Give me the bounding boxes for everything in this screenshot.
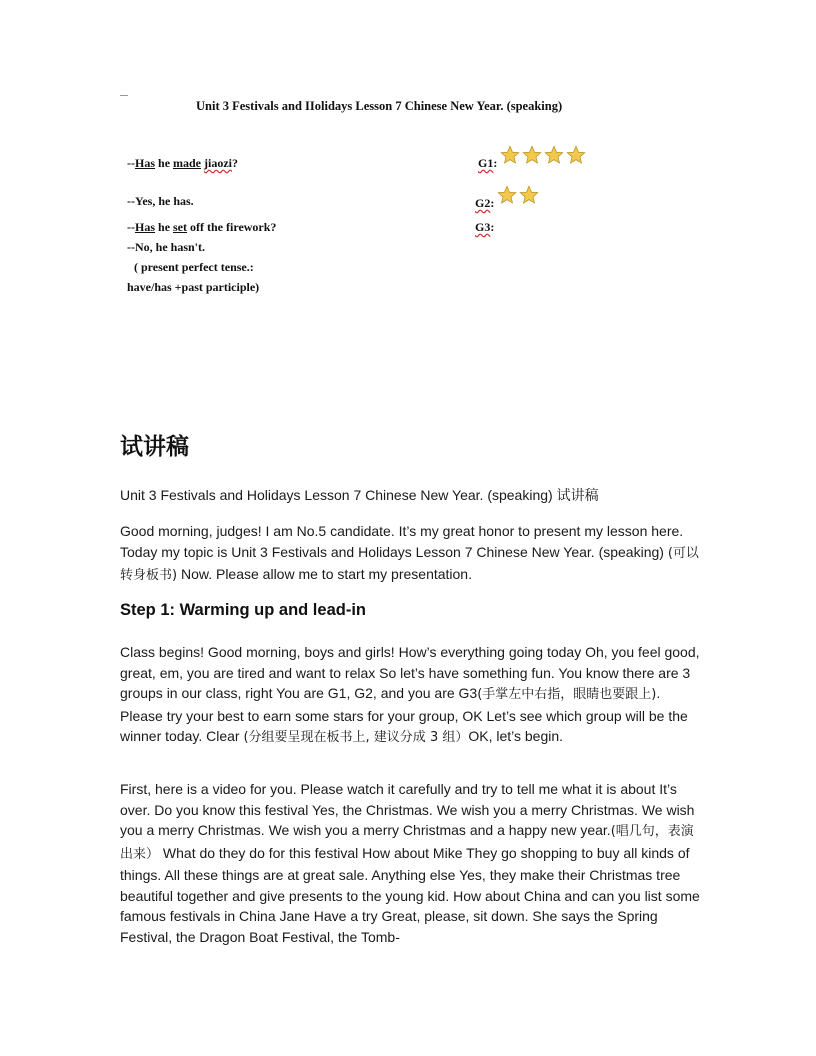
board-question-2 xyxy=(127,220,276,235)
speech-subtitle: Unit 3 Festivals and Holidays Lesson 7 Chinese New Year. (speaking) 试讲稿 xyxy=(120,487,599,503)
speech-heading: 试讲稿 xyxy=(120,434,189,460)
step1-paragraph-1: Class begins! Good morning, boys and girls! How’s everything going today Oh, you feel good, great, em, you are tired and want to relax So let’s have something fun. You know there are 3 groups in our class, right You are G1, G2, and you are G3(手掌左中右指，眼睛也要跟上). Please try your best to earn some stars for your group, OK Let’s see which group will be the winner today. Clear (分组要呈现在板书上, 建议分成 3 组）OK, let’s begin. xyxy=(120,644,700,745)
step1-heading: Step 1: Warming up and lead-in xyxy=(120,601,366,619)
q2-prefix: -- xyxy=(127,220,135,234)
board-question-1 xyxy=(127,156,238,171)
q1-jiaozi: jiaozi xyxy=(204,156,233,170)
group-label-g1: G1: xyxy=(478,156,498,170)
group-label-g3: G3: xyxy=(475,220,495,234)
q1-end: ? xyxy=(232,156,239,170)
star-icon xyxy=(544,145,564,165)
star-icon xyxy=(519,185,539,205)
group-g1-stars xyxy=(500,145,586,165)
star-icon xyxy=(500,145,520,165)
board-answer-2: --No, he hasn't. xyxy=(127,240,206,254)
q1-prefix: -- xyxy=(127,156,135,170)
q2-end: off the firework? xyxy=(187,220,277,234)
board-title: Unit 3 Festivals and IIolidays Lesson 7 Chinese New Year. (speaking) xyxy=(196,99,563,113)
q2-has: Has xyxy=(135,220,156,234)
star-icon xyxy=(497,185,517,205)
intro-paragraph: Good morning, judges! I am No.5 candidate. It’s my great honor to present my lesson here. Today my topic is Unit 3 Festivals and Holidays Lesson 7 Chinese New Year. (speaking) (可以转身板书) Now. Please allow me to start my presentation. xyxy=(120,523,699,583)
q1-he: he xyxy=(155,156,174,170)
q2-set: set xyxy=(173,220,188,234)
q1-has: Has xyxy=(135,156,156,170)
board-note-line-1: ( present perfect tense.: xyxy=(134,260,254,274)
q2-he: he xyxy=(155,220,174,234)
page-mark xyxy=(120,95,128,96)
step1-paragraph-2: First, here is a video for you. Please watch it carefully and try to tell me what it is about It’s over. Do you know this festival Yes, the Christmas. We wish you a merry Christmas. We wish you a merry Christmas. We wish you a merry Christmas and a happy new year.(唱几句，表演出来） What do they do for this festival How about Mike They go shopping to buy all kinds of things. All these things are at great sale. Anything else Yes, they make their Christmas tree beautiful together and give presents to the young kid. How about China and can you list some famous festivals in China Jane Have a try Great, please, sit down. She says the Spring Festival, the Dragon Boat Festival, the Tomb- xyxy=(120,781,700,945)
q1-made: made xyxy=(173,156,202,170)
board-answer-1: --Yes, he has. xyxy=(127,194,194,208)
group-g2-stars xyxy=(497,185,539,205)
group-label-g2: G2: xyxy=(475,196,495,210)
star-icon xyxy=(566,145,586,165)
board-note-line-2: have/has +past participle) xyxy=(127,280,260,294)
star-icon xyxy=(522,145,542,165)
